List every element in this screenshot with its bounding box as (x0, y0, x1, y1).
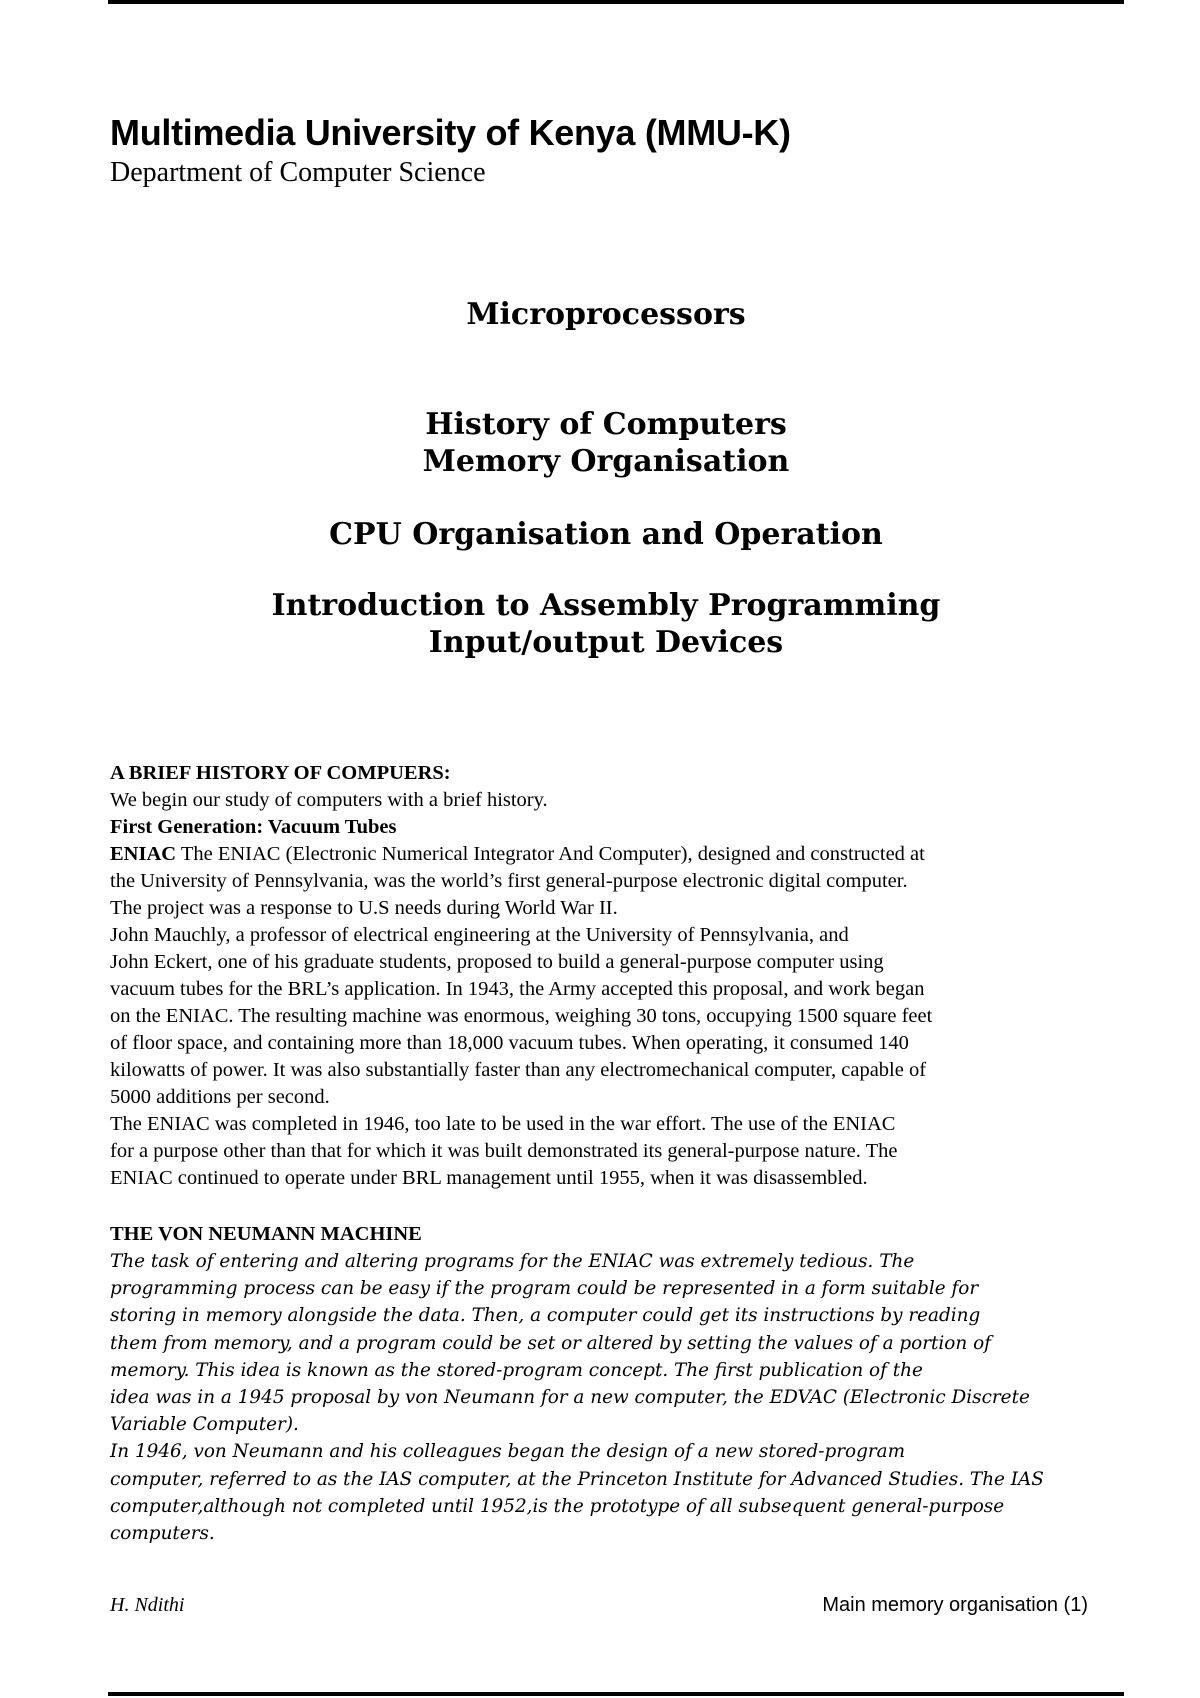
history-line: The ENIAC was completed in 1946, too late to be used in the war effort. The use of the ENIAC (110, 1113, 896, 1135)
history-line: John Eckert, one of his graduate students, proposed to build a general-purpose computer using (110, 951, 884, 973)
top-rule (108, 0, 1124, 4)
topic-history: History of Computers (425, 407, 787, 442)
von-neumann-section (110, 1221, 1120, 1547)
von-neumann-line: memory. This idea is known as the stored-program concept. The first publication of the (110, 1359, 923, 1381)
department-name: Department of Computer Science (110, 157, 486, 188)
von-neumann-line: them from memory, and a program could be set or altered by setting the values of a portion of (110, 1332, 991, 1354)
footer-page-label: Main memory organisation (1) (822, 1594, 1088, 1616)
topic-memory: Memory Organisation (422, 444, 790, 479)
topic-io: Input/output Devices (428, 625, 784, 660)
course-title-block (0, 296, 1200, 333)
von-neumann-line: idea was in a 1945 proposal by von Neumann for a new computer, the EDVAC (Electronic Discrete (110, 1387, 1030, 1409)
topic-cpu: CPU Organisation and Operation (329, 517, 883, 552)
history-line-text: The ENIAC (Electronic Numerical Integrator And Computer), designed and constructed at (176, 843, 925, 865)
von-neumann-line: Variable Computer). (110, 1414, 299, 1436)
history-line: on the ENIAC. The resulting machine was enormous, weighing 30 tons, occupying 1500 square feet (110, 1005, 933, 1027)
history-line: of floor space, and containing more than 18,000 vacuum tubes. When operating, it consumed 140 (110, 1032, 909, 1054)
bottom-rule (108, 1692, 1124, 1696)
topic-assembly: Introduction to Assembly Programming (271, 588, 941, 623)
von-neumann-heading: THE VON NEUMANN MACHINE (110, 1223, 422, 1245)
history-line (110, 841, 1120, 868)
history-line: ENIAC continued to operate under BRL management until 1955, when it was disassembled. (110, 1167, 868, 1189)
von-neumann-line: In 1946, von Neumann and his colleagues began the design of a new stored-program (110, 1441, 906, 1463)
footer-author: H. Ndithi (110, 1594, 185, 1616)
history-section (110, 760, 1120, 1192)
history-line: The project was a response to U.S needs during World War II. (110, 897, 618, 919)
history-line: 5000 additions per second. (110, 1086, 330, 1108)
topics-block-1 (0, 406, 1200, 480)
topics-block-2 (0, 516, 1200, 553)
von-neumann-line: computers. (110, 1523, 215, 1545)
university-name: Multimedia University of Kenya (MMU-K) (110, 112, 791, 153)
eniac-label: ENIAC (110, 843, 177, 865)
history-line: John Mauchly, a professor of electrical engineering at the University of Pennsylvania, and (110, 924, 849, 946)
first-generation-heading: First Generation: Vacuum Tubes (110, 816, 397, 838)
history-line: the University of Pennsylvania, was the world’s first general-purpose electronic digital computer. (110, 870, 908, 892)
history-line: for a purpose other than that for which it was built demonstrated its general-purpose nature. The (110, 1140, 898, 1162)
history-line: kilowatts of power. It was also substantially faster than any electromechanical computer, capable of (110, 1059, 927, 1081)
history-intro: We begin our study of computers with a brief history. (110, 789, 548, 811)
von-neumann-line: storing in memory alongside the data. Then, a computer could get its instructions by reading (110, 1305, 981, 1327)
history-heading: A BRIEF HISTORY OF COMPUERS: (110, 762, 451, 784)
von-neumann-line: programming process can be easy if the program could be represented in a form suitable for (110, 1278, 979, 1300)
von-neumann-line: computer,although not completed until 1952,is the prototype of all subsequent general-purpose (110, 1495, 1005, 1517)
course-title: Microprocessors (466, 297, 746, 332)
von-neumann-line: computer, referred to as the IAS computer, at the Princeton Institute for Advanced Studies. The IAS (110, 1468, 1044, 1490)
von-neumann-line: The task of entering and altering programs for the ENIAC was extremely tedious. The (110, 1251, 915, 1272)
topics-block-3 (0, 587, 1200, 661)
history-line: vacuum tubes for the BRL’s application. In 1943, the Army accepted this proposal, and work began (110, 978, 925, 1000)
